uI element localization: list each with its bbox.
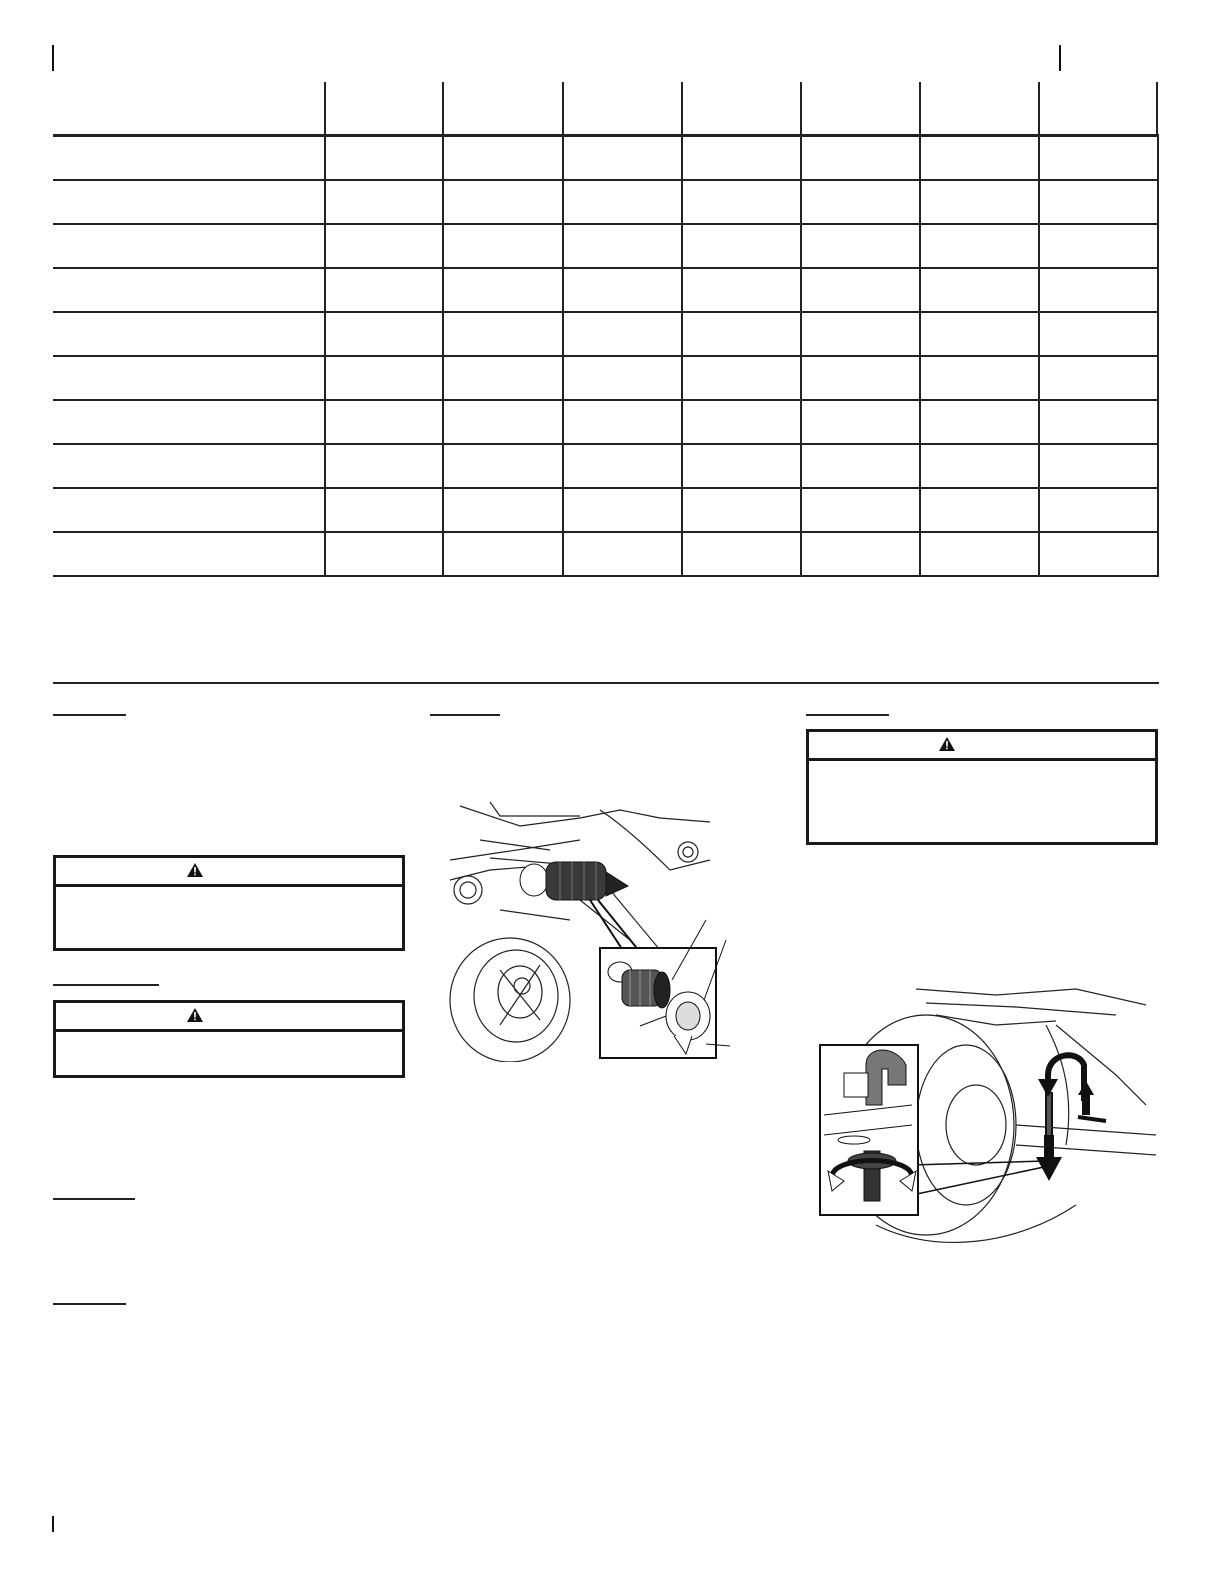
- table-cell: [442, 313, 444, 357]
- row-label: [53, 225, 323, 267]
- table-cell: [442, 357, 444, 401]
- table-cell: [442, 137, 444, 181]
- table-cell: [1038, 137, 1040, 181]
- air-filter-illustration: [430, 800, 730, 1062]
- table-cell: [919, 225, 921, 269]
- table-cell-right-edge: [1157, 181, 1159, 225]
- table-cell: [1038, 445, 1040, 489]
- warning-text: [56, 887, 402, 899]
- row-label: [53, 401, 323, 443]
- table-cell: [919, 533, 921, 577]
- crop-mark-top-left: [52, 45, 54, 71]
- table-cell-right-edge: [1157, 489, 1159, 533]
- table-cell: [800, 181, 802, 225]
- table-cell-right-edge: [1157, 269, 1159, 313]
- warning-triangle-icon: [186, 862, 204, 878]
- table-cell: [1038, 181, 1040, 225]
- header-cell: [562, 82, 564, 137]
- warning-box-header: [56, 1003, 402, 1032]
- table-cell-right-edge: [1157, 137, 1159, 181]
- table-cell: [1038, 225, 1040, 269]
- table-cell: [1038, 357, 1040, 401]
- table-cell: [1038, 489, 1040, 533]
- table-cell: [1038, 313, 1040, 357]
- table-cell: [324, 445, 326, 489]
- table-cell: [800, 401, 802, 445]
- table-cell-right-edge: [1157, 357, 1159, 401]
- table-cell: [681, 225, 683, 269]
- table-cell: [324, 401, 326, 445]
- table-row: [53, 357, 1159, 401]
- table-cell: [800, 357, 802, 401]
- table-cell: [800, 225, 802, 269]
- table-cell-right-edge: [1157, 313, 1159, 357]
- table-row: [53, 489, 1159, 533]
- table-cell: [562, 445, 564, 489]
- table-cell: [919, 401, 921, 445]
- table-cell: [442, 489, 444, 533]
- table-cell: [562, 489, 564, 533]
- table-row: [53, 313, 1159, 357]
- table-cell: [919, 313, 921, 357]
- table-body: [53, 137, 1159, 577]
- table-cell: [562, 137, 564, 181]
- row-label: [53, 445, 323, 487]
- table-cell: [800, 533, 802, 577]
- row-label: [53, 313, 323, 355]
- table-cell: [800, 445, 802, 489]
- row-label: [53, 269, 323, 311]
- table-cell-right-edge: [1157, 401, 1159, 445]
- row-label: [53, 137, 323, 179]
- table-cell-right-edge: [1157, 533, 1159, 577]
- table-cell: [1038, 269, 1040, 313]
- oil-drain-illustration: [816, 985, 1162, 1255]
- table-cell: [681, 269, 683, 313]
- table-cell: [681, 137, 683, 181]
- table-cell: [562, 269, 564, 313]
- section-divider: [53, 682, 1159, 684]
- table-header-row: [53, 82, 1159, 137]
- section-heading: [806, 698, 889, 716]
- table-cell: [681, 313, 683, 357]
- table-cell: [800, 269, 802, 313]
- table-row: [53, 225, 1159, 269]
- table-cell: [562, 313, 564, 357]
- table-cell: [442, 533, 444, 577]
- section-heading: [53, 698, 126, 716]
- table-cell: [681, 357, 683, 401]
- table-cell: [562, 401, 564, 445]
- table-cell-right-edge: [1157, 225, 1159, 269]
- table-cell: [919, 445, 921, 489]
- section-heading: [53, 1182, 135, 1200]
- header-cell: [800, 82, 802, 137]
- table-cell: [800, 313, 802, 357]
- table-cell: [919, 269, 921, 313]
- row-label: [53, 533, 323, 575]
- warning-triangle-icon: [938, 736, 956, 752]
- table-cell: [919, 357, 921, 401]
- table-cell: [800, 137, 802, 181]
- table-row: [53, 533, 1159, 577]
- maintenance-schedule-table: [53, 82, 1159, 577]
- crop-mark-top-right: [1059, 45, 1061, 71]
- table-cell: [919, 181, 921, 225]
- table-cell: [324, 137, 326, 181]
- table-cell: [681, 489, 683, 533]
- table-cell: [681, 401, 683, 445]
- crop-mark-bottom-left: [52, 1516, 54, 1532]
- table-cell: [681, 181, 683, 225]
- header-cell: [681, 82, 683, 137]
- table-cell: [562, 181, 564, 225]
- warning-box: [53, 855, 405, 951]
- section-heading: [53, 968, 159, 986]
- table-row: [53, 181, 1159, 225]
- table-cell: [681, 445, 683, 489]
- table-cell: [919, 489, 921, 533]
- table-cell: [324, 489, 326, 533]
- row-label: [53, 181, 323, 223]
- table-cell: [800, 489, 802, 533]
- table-cell: [562, 225, 564, 269]
- table-cell: [324, 225, 326, 269]
- section-heading: [430, 698, 500, 716]
- table-cell: [442, 445, 444, 489]
- row-label: [53, 357, 323, 399]
- table-cell: [442, 269, 444, 313]
- table-row: [53, 445, 1159, 489]
- header-cell: [1038, 82, 1040, 137]
- warning-box-header: [809, 732, 1155, 761]
- header-cell-right-edge: [1156, 82, 1158, 137]
- table-cell: [324, 313, 326, 357]
- table-cell: [324, 269, 326, 313]
- table-cell: [324, 181, 326, 225]
- table-cell: [562, 357, 564, 401]
- warning-triangle-icon: [186, 1007, 204, 1023]
- warning-box: [806, 729, 1158, 845]
- header-cell: [442, 82, 444, 137]
- warning-box: [53, 1000, 405, 1078]
- table-row: [53, 137, 1159, 181]
- table-cell-right-edge: [1157, 445, 1159, 489]
- table-cell: [681, 533, 683, 577]
- table-row: [53, 269, 1159, 313]
- table-cell: [324, 533, 326, 577]
- row-label: [53, 489, 323, 531]
- table-cell: [442, 225, 444, 269]
- warning-text: [56, 1032, 402, 1044]
- table-cell: [1038, 533, 1040, 577]
- table-cell: [442, 181, 444, 225]
- table-cell: [562, 533, 564, 577]
- table-row: [53, 401, 1159, 445]
- warning-text: [809, 761, 1155, 773]
- table-cell: [919, 137, 921, 181]
- table-cell: [1038, 401, 1040, 445]
- header-cell: [919, 82, 921, 137]
- header-cell: [324, 82, 326, 137]
- warning-box-header: [56, 858, 402, 887]
- section-heading: [53, 1287, 126, 1305]
- table-cell: [442, 401, 444, 445]
- table-cell: [324, 357, 326, 401]
